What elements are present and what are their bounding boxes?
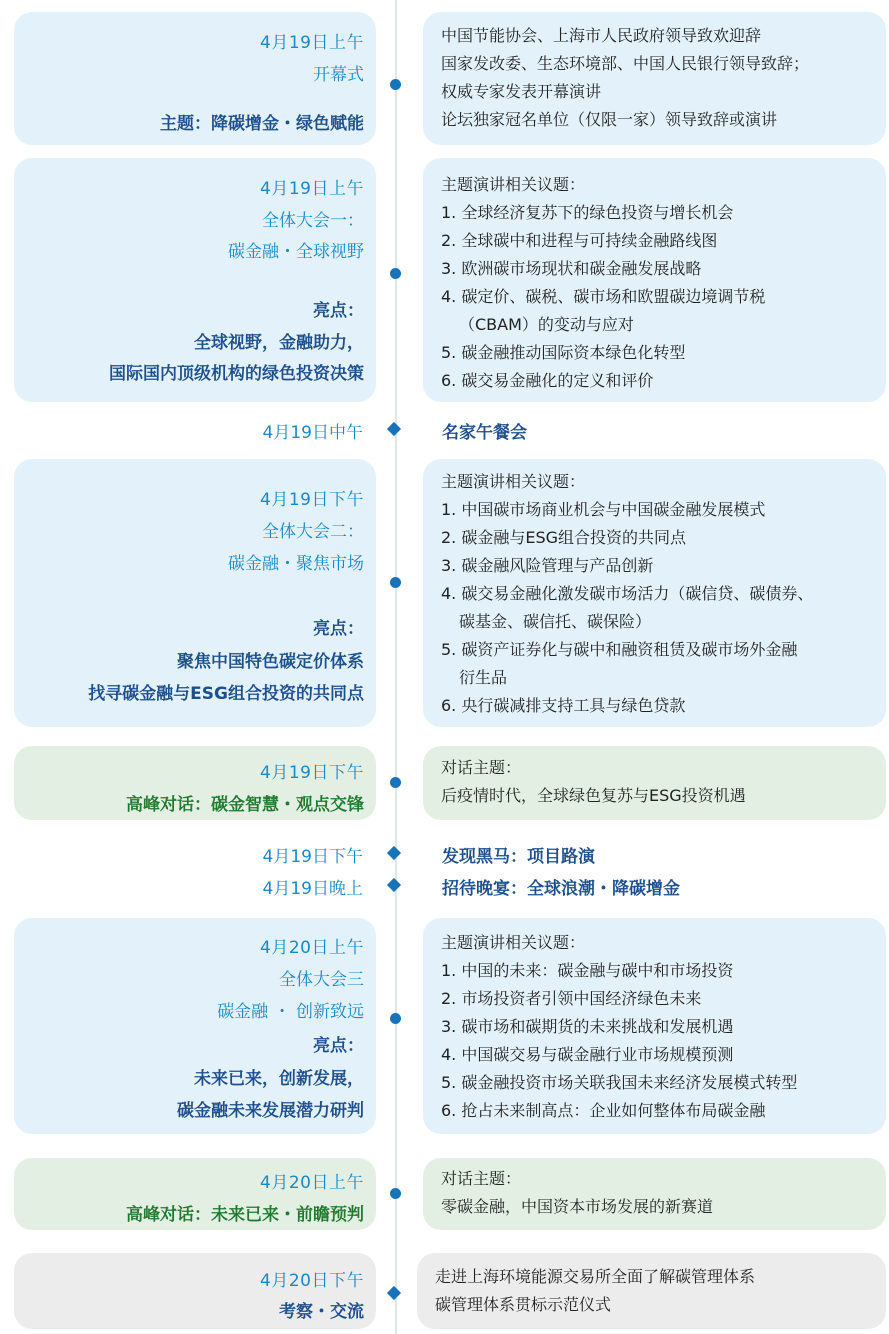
session-date: 4月19日下午	[260, 763, 364, 783]
timeline-line	[395, 0, 397, 1334]
timeline-diamond	[387, 422, 401, 436]
banquet-date: 4月19日晚上	[262, 879, 363, 899]
topic-item: 3. 欧洲碳市场现状和碳金融发展战略	[441, 259, 702, 278]
agenda-item: 国家发改委、生态环境部、中国人民银行领导致辞；	[441, 54, 810, 73]
highlight-label: 亮点：	[313, 301, 364, 321]
topic-item: 2. 全球碳中和进程与可持续金融路线图	[441, 231, 718, 250]
timeline-diamond	[387, 1286, 401, 1300]
session-name: 开幕式	[313, 65, 364, 85]
topic-item-continued: 碳基金、碳信托、碳保险）	[459, 612, 652, 631]
topic-item-continued: 衍生品	[459, 668, 508, 687]
session-subname: 碳金融 ・ 创新致远	[217, 1002, 364, 1022]
topic-item: 6. 央行碳减排支持工具与绿色贷款	[441, 696, 686, 715]
topic-item: 2. 碳金融与ESG组合投资的共同点	[441, 528, 687, 547]
timeline-diamond	[387, 878, 401, 892]
summit-dialogue-two-card	[14, 1158, 376, 1230]
session-name: 全体大会二：	[262, 522, 364, 542]
timeline-dot	[390, 268, 401, 279]
lunch-date: 4月19日中午	[262, 423, 363, 443]
highlight-line: 碳金融未来发展潜力研判	[177, 1101, 364, 1121]
visit-exchange-card	[14, 1253, 376, 1329]
topic-item: 5. 碳资产证券化与碳中和融资租赁及碳市场外金融	[441, 640, 798, 659]
highlight-label: 亮点：	[313, 619, 364, 639]
timeline-dot	[390, 577, 401, 588]
visit-item: 走进上海环境能源交易所全面了解碳管理体系	[435, 1267, 756, 1286]
session-subname: 碳金融・聚焦市场	[228, 554, 364, 574]
topic-item: 5. 碳金融投资市场关联我国未来经济发展模式转型	[441, 1073, 798, 1092]
topic-item: 6. 抢占未来制高点：企业如何整体布局碳金融	[441, 1101, 766, 1120]
highlight-line: 国际国内顶级机构的绿色投资决策	[109, 364, 364, 384]
highlight-line: 全球视野，金融助力，	[194, 333, 364, 353]
timeline-dot	[390, 1013, 401, 1024]
plenary-two-card	[14, 459, 376, 727]
session-name: 全体大会一：	[262, 211, 364, 231]
session-title: 高峰对话：未来已来・前瞻预判	[126, 1205, 364, 1225]
timeline-dot	[390, 1188, 401, 1199]
plenary-two-topics-card	[423, 459, 886, 727]
agenda-item: 权威专家发表开幕演讲	[441, 82, 602, 101]
topic-item: 1. 中国碳市场商业机会与中国碳金融发展模式	[441, 500, 766, 519]
roadshow-date: 4月19日下午	[262, 847, 363, 867]
highlight-label: 亮点：	[313, 1036, 364, 1056]
dialogue-topic: 零碳金融，中国资本市场发展的新赛道	[441, 1197, 714, 1216]
summit-dialogue-one-card	[14, 746, 376, 820]
highlight-line: 找寻碳金融与ESG组合投资的共同点	[88, 684, 364, 704]
roadshow-title: 发现黑马：项目路演	[442, 847, 595, 867]
plenary-three-card	[14, 918, 376, 1134]
session-date: 4月19日下午	[260, 490, 364, 510]
topics-intro: 主题演讲相关议题：	[441, 472, 586, 491]
dialogue-intro: 对话主题：	[441, 1169, 522, 1188]
opening-session-card	[14, 12, 376, 145]
session-title: 高峰对话：碳金智慧・观点交锋	[126, 795, 364, 815]
topics-intro: 主题演讲相关议题：	[441, 175, 586, 194]
topic-item: 3. 碳金融风险管理与产品创新	[441, 556, 654, 575]
topic-item: 4. 碳定价、碳税、碳市场和欧盟碳边境调节税	[441, 287, 766, 306]
topic-item: 4. 中国碳交易与碳金融行业市场规模预测	[441, 1045, 734, 1064]
visit-item: 碳管理体系贯标示范仪式	[435, 1295, 612, 1314]
topics-intro: 主题演讲相关议题：	[441, 933, 586, 952]
agenda-item: 论坛独家冠名单位（仅限一家）领导致辞或演讲	[441, 110, 778, 129]
topic-item: 6. 碳交易金融化的定义和评价	[441, 371, 654, 390]
session-date: 4月20日上午	[260, 938, 364, 958]
topic-item: 5. 碳金融推动国际资本绿色化转型	[441, 343, 686, 362]
plenary-three-topics-card	[423, 918, 886, 1134]
highlight-line: 聚焦中国特色碳定价体系	[177, 652, 364, 672]
lunch-title: 名家午餐会	[442, 423, 527, 443]
session-date: 4月20日上午	[260, 1173, 364, 1193]
topic-item-continued: （CBAM）的变动与应对	[459, 315, 634, 334]
topic-item: 1. 全球经济复苏下的绿色投资与增长机会	[441, 203, 734, 222]
topic-item: 1. 中国的未来：碳金融与碳中和市场投资	[441, 961, 734, 980]
timeline-dot	[390, 79, 401, 90]
topic-item: 3. 碳市场和碳期货的未来挑战和发展机遇	[441, 1017, 734, 1036]
banquet-title: 招待晚宴：全球浪潮・降碳增金	[442, 879, 680, 899]
session-title: 考察・交流	[279, 1302, 364, 1322]
plenary-one-topics-card	[423, 158, 886, 402]
agenda-item: 中国节能协会、上海市人民政府领导致欢迎辞	[441, 26, 762, 45]
highlight-line: 未来已来，创新发展，	[194, 1069, 364, 1089]
plenary-one-card	[14, 158, 376, 402]
timeline-dot	[390, 777, 401, 788]
dialogue-topic: 后疫情时代，全球绿色复苏与ESG投资机遇	[441, 786, 746, 805]
dialogue-topic-card	[423, 1158, 886, 1230]
session-date: 4月19日上午	[260, 33, 364, 53]
timeline-diamond	[387, 846, 401, 860]
session-subname: 碳金融・全球视野	[228, 242, 364, 262]
opening-agenda-card	[423, 12, 886, 145]
visit-details-card	[417, 1253, 886, 1329]
session-theme: 主题：降碳增金・绿色赋能	[160, 114, 364, 134]
session-date: 4月19日上午	[260, 179, 364, 199]
topic-item: 4. 碳交易金融化激发碳市场活力（碳信贷、碳债券、	[441, 584, 814, 603]
session-date: 4月20日下午	[260, 1271, 364, 1291]
topic-item: 2. 市场投资者引领中国经济绿色未来	[441, 989, 702, 1008]
session-name: 全体大会三	[279, 970, 364, 990]
dialogue-intro: 对话主题：	[441, 758, 522, 777]
dialogue-topic-card	[423, 746, 886, 820]
